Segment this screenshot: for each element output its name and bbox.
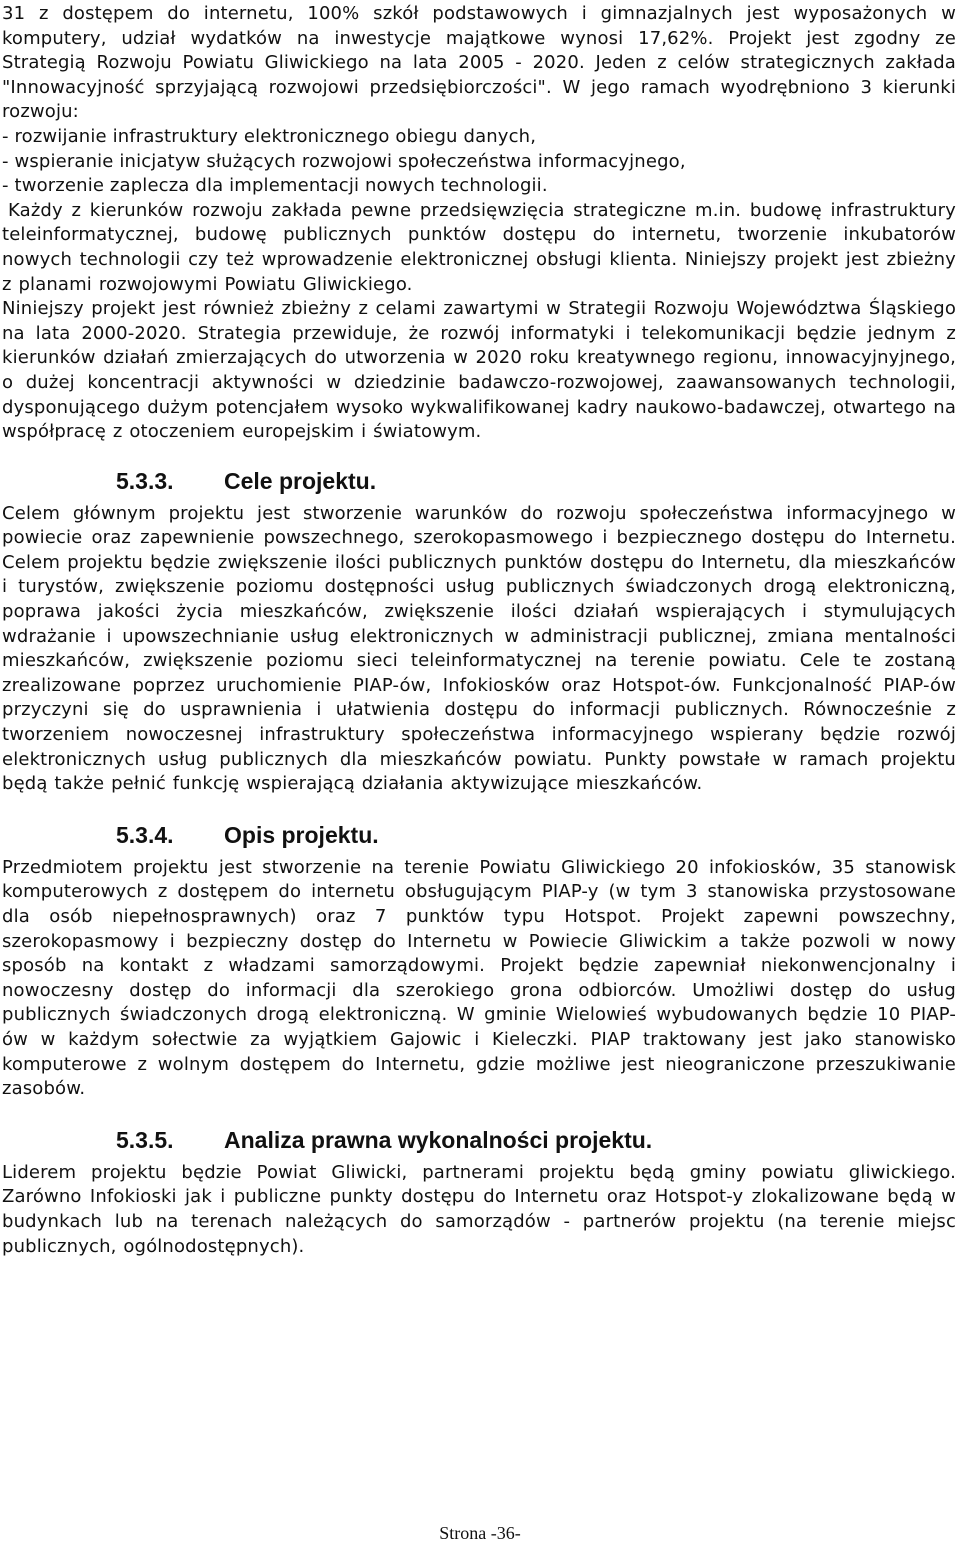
section-number: 5.3.4. xyxy=(116,821,174,848)
section-title: Analiza prawna wykonalności projektu. xyxy=(224,1126,653,1153)
section-heading-5-3-5 xyxy=(2,1125,956,1155)
legal-analysis-paragraph: Liderem projektu będzie Powiat Gliwicki, partnerami projektu będą gminy powiatu gliwickiego. Zarówno Infokioski jak i publiczne punkty dostępu do Internetu oraz Hotspot-y zlokalizowane będą w budynkach lub na terenach należących do samorządów - partnerów projektu (na terenie miejsc publicznych, ogólnodostępnych). xyxy=(2,1161,956,1257)
regional-strategy-paragraph: Niniejszy projekt jest również zbieżny z celami zawartymi w Strategii Rozwoju Województwa Śląskiego na lata 2000-2020. Strategia przewiduje, że rozwój informatyki i telekomunikacji będzie jednym z kierunków działań zmierzających do utworzenia w 2020 roku kreatywnego regionu, innowacyjnyjnego, o dużej koncentracji aktywności w dziedzinie badawczo-rozwojowej, zaawansowanych technologii, dysponującego dużym potencjałem wysoko wykwalifikowanej kadry naukowo-badawczej, otwartego na współpracę z otoczeniem europejskim i światowym. xyxy=(2,298,956,443)
strategy-paragraph: Każdy z kierunków rozwoju zakłada pewne przedsięwzięcia strategiczne m.in. budowę infrastruktury teleinformatycznej, budowę publicznych punktów dostępu do internetu, tworzenie inkubatorów nowych technologii czy też wprowadzenie elektronicznej obsługi klienta. Niniejszy projekt jest zbieżny z planami rozwojowymi Powiatu Gliwickiego. xyxy=(2,199,956,295)
page-content xyxy=(2,0,956,1259)
section-heading-5-3-4 xyxy=(2,820,956,850)
project-goals-paragraph: Celem głównym projektu jest stworzenie warunków do rozwoju społeczeństwa informacyjnego w powiecie oraz zapewnienie powszechnego, szerokopasmowego i bezpiecznego dostępu do Internetu. Celem projektu będzie zwiększenie ilości publicznych punktów dostępu do Internetu, dla mieszkańców i turystów, zwiększenie poziomu dostępności usług publicznych świadczonych drogą elektroniczną, poprawa jakości życia mieszkańców, zwiększenie ilości działań wspierających i stymulujących wdrażanie i upowszechnianie usług elektronicznych w administracji publicznej, zmiana mentalności mieszkańców, zwiększenie poziomu sieci teleinformatycznej na terenie powiatu. Cele te zostaną zrealizowane poprzez uruchomienie PIAP-ów, Infokiosków oraz Hotspot-ów. Funkcjonalność PIAP-ów przyczyni się do usprawnienia i ułatwienia dostępu do informacji publicznych. Równocześnie z tworzeniem nowoczesnej infrastruktury społeczeństwa informacyjnego wspierany będzie rozwój elektronicznych usług publicznych dla mieszkańców powiatu. Punkty powstałe w ramach projektu będą także pełnić funkcję wspierającą działania aktywizujące mieszkańców. xyxy=(2,502,956,795)
intro-paragraph: 31 z dostępem do internetu, 100% szkół podstawowych i gimnazjalnych jest wyposażonych w komputery, udział wydatków na inwestycje majątkowe wynosi 17,62%. Projekt jest zgodny ze Strategią Rozwoju Powiatu Gliwickiego na lata 2005 - 2020. Jeden z celów strategicznych zakłada "Innowacyjność sprzyjającą rozwojowi przedsiębiorczości". W jego ramach wyodrębniono 3 kierunki rozwoju: xyxy=(2,3,956,123)
page-number: Strona -36- xyxy=(439,1523,521,1543)
project-description-paragraph: Przedmiotem projektu jest stworzenie na terenie Powiatu Gliwickiego 20 infokiosków, 35 stanowisk komputerowych z dostępem do internetu obsługującym PIAP-y (w tym 3 stanowiska przystosowane dla osób niepełnosprawnych) oraz 7 punktów typu Hotspot. Projekt zapewni powszechny, szerokopasmowy i bezpieczny dostęp do Internetu w Powiecie Gliwickim a także pozwoli w nowy sposób na kontakt z władzami samorządowymi. Projekt będzie zapewniał niekonwencjonalny i nowoczesny dostęp do informacji dla szerokiego grona odbiorców. Umożliwi dostęp do usług publicznych świadczonych drogą elektroniczną. W gminie Wielowieś wybudowanych będzie 10 PIAP-ów w każdym sołectwie za wyjątkiem Gajowic i Kieleczki. PIAP traktowany jest jako stanowisko komputerowe z wolnym dostępem do Internetu, gdzie możliwe jest nieograniczone przeszukiwanie zasobów. xyxy=(2,856,956,1100)
section-title: Cele projektu. xyxy=(224,467,377,494)
list-item: - tworzenie zaplecza dla implementacji nowych technologii. xyxy=(2,175,548,197)
list-item: - rozwijanie infrastruktury elektronicznego obiegu danych, xyxy=(2,125,537,147)
list-item: - wspieranie inicjatyw służących rozwojowi społeczeństwa informacyjnego, xyxy=(2,150,686,172)
section-title: Opis projektu. xyxy=(224,821,379,848)
section-number: 5.3.5. xyxy=(116,1126,174,1153)
section-heading-5-3-3 xyxy=(2,466,956,496)
development-directions-list xyxy=(2,125,956,199)
section-number: 5.3.3. xyxy=(116,467,174,494)
